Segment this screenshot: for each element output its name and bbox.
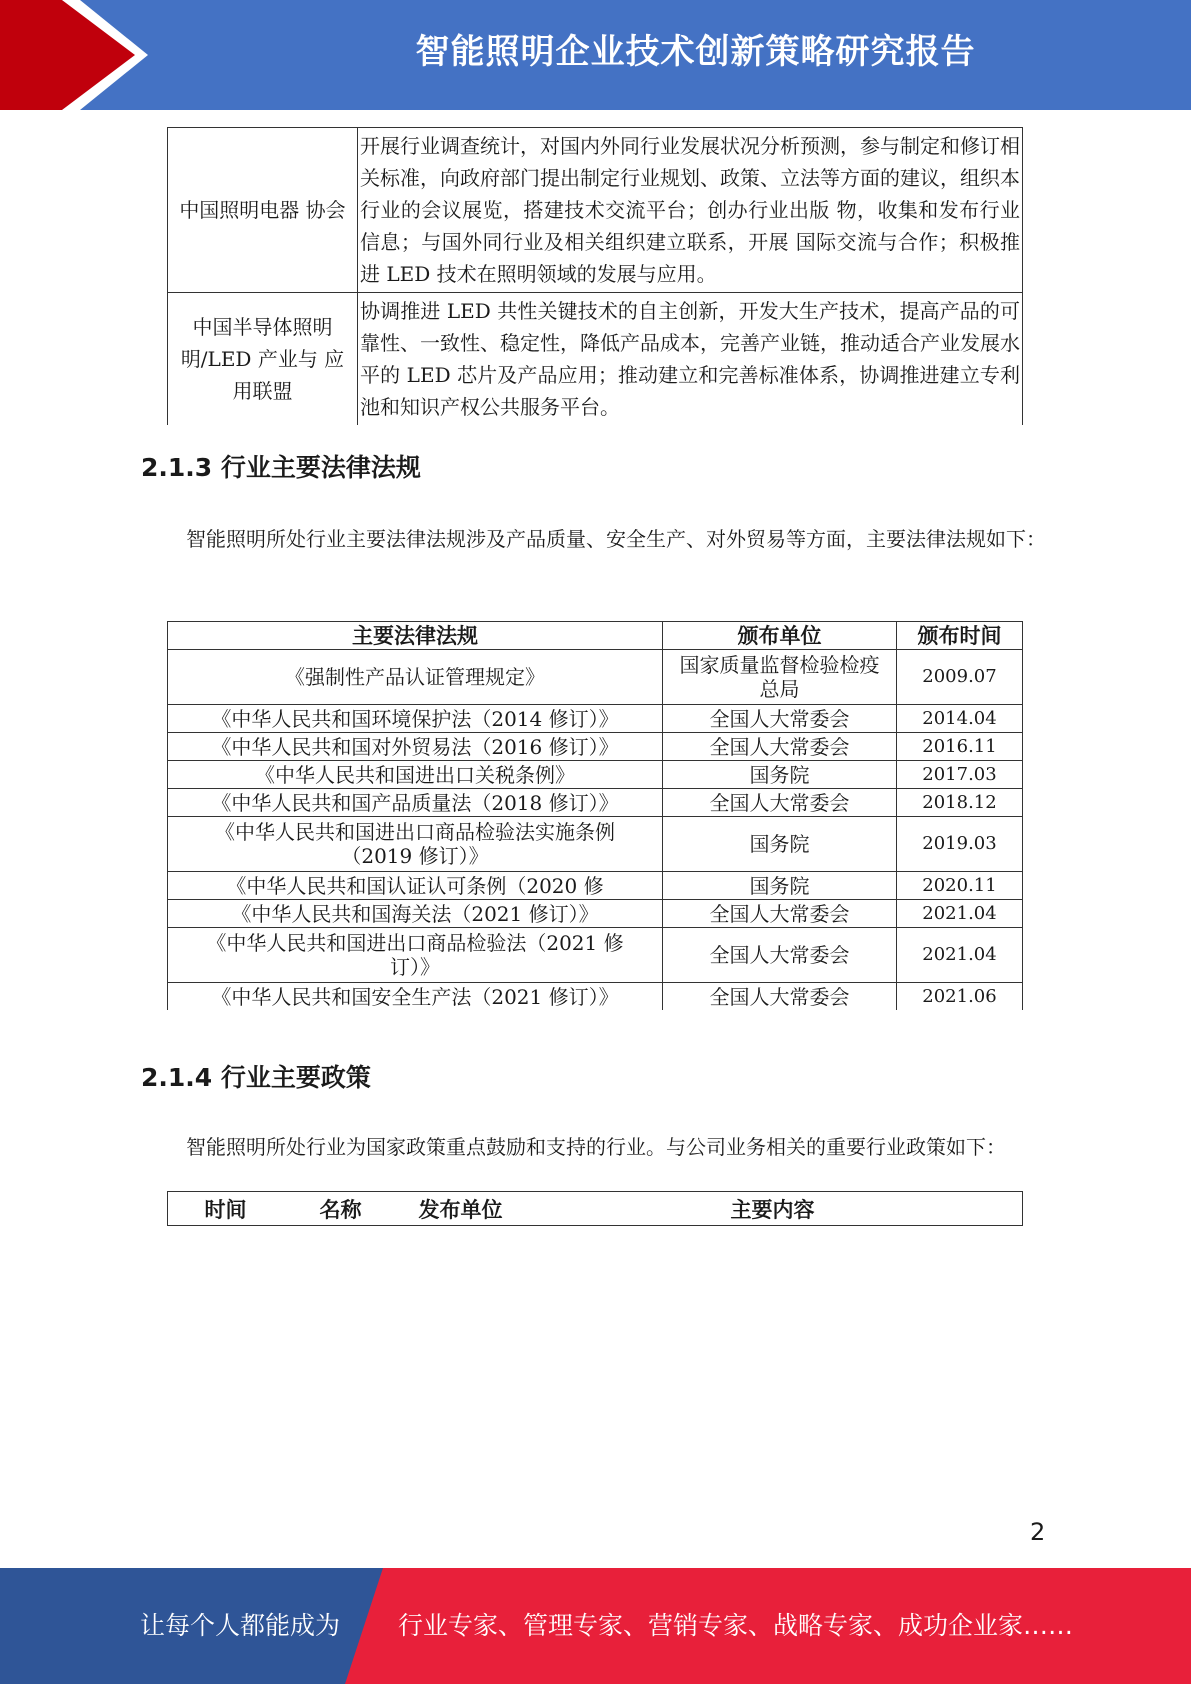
date-cell: 2019.03 [897, 817, 1023, 872]
table-row [168, 817, 1023, 872]
laws-intro-paragraph: 智能照明所处行业主要法律法规涉及产品质量、安全生产、对外贸易等方面，主要法律法规如下： [186, 527, 1046, 551]
column-header-time: 时间 [168, 1192, 284, 1226]
table-row [168, 128, 1023, 293]
column-header-law: 主要法律法规 [168, 622, 663, 650]
report-title: 智能照明企业技术创新策略研究报告 [415, 32, 976, 72]
issuer-cell: 国务院 [663, 817, 897, 872]
page-header [0, 0, 1191, 110]
table-row [168, 293, 1023, 426]
table-row [168, 983, 1023, 1011]
issuer-cell: 全国人大常委会 [663, 789, 897, 817]
table-row [168, 650, 1023, 705]
issuer-cell: 国务院 [663, 872, 897, 900]
law-name-cell: 《中华人民共和国海关法（2021 修订）》 [168, 900, 663, 928]
issuer-cell: 全国人大常委会 [663, 983, 897, 1011]
column-header-date: 颁布时间 [897, 622, 1023, 650]
law-name-cell: 《中华人民共和国进出口关税条例》 [168, 761, 663, 789]
date-cell: 2021.04 [897, 900, 1023, 928]
column-header-issuer: 发布单位 [398, 1192, 523, 1226]
table-header-row [168, 1192, 1023, 1226]
issuer-cell: 国务院 [663, 761, 897, 789]
laws-table [167, 621, 1023, 1010]
table-row [168, 928, 1023, 983]
policy-table [167, 1191, 1023, 1226]
header-arrow-shape [0, 0, 260, 110]
section-heading-policies: 2.1.4 行业主要政策 [141, 1063, 371, 1092]
column-header-issuer: 颁布单位 [663, 622, 897, 650]
law-name-cell: 《强制性产品认证管理规定》 [168, 650, 663, 705]
issuer-cell: 全国人大常委会 [663, 900, 897, 928]
table-row [168, 761, 1023, 789]
date-cell: 2021.06 [897, 983, 1023, 1011]
date-cell: 2009.07 [897, 650, 1023, 705]
law-name-cell: 《中华人民共和国认证认可条例（2020 修 [168, 872, 663, 900]
date-cell: 2016.11 [897, 733, 1023, 761]
page-number: 2 [1030, 1518, 1046, 1546]
table-row [168, 733, 1023, 761]
page-footer [0, 1568, 1191, 1684]
column-header-content: 主要内容 [523, 1192, 1023, 1226]
date-cell: 2018.12 [897, 789, 1023, 817]
law-name-cell: 《中华人民共和国进出口商品检验法（2021 修订）》 [168, 928, 663, 983]
policies-intro-paragraph: 智能照明所处行业为国家政策重点鼓励和支持的行业。与公司业务相关的重要行业政策如下： [186, 1135, 1006, 1159]
org-name-cell: 中国半导体照明 明/LED 产业与 应用联盟 [168, 293, 358, 426]
org-description-cell: 开展行业调查统计，对国内外同行业发展状况分析预测，参与制定和修订相关标准，向政府部门提出制定行业规划、政策、立法等方面的建议，组织本行业的会议展览，搭建技术交流平台；创办行业出版 物，收集和发布行业信息；与国外同行业及相关组织建立联系，开展 国际交流与合作；积极推进 LED 技术在照明领域的发展与应用。 [358, 128, 1023, 293]
issuer-cell: 国家质量监督检验检疫总局 [663, 650, 897, 705]
org-table [167, 127, 1023, 425]
law-name-cell: 《中华人民共和国对外贸易法（2016 修订）》 [168, 733, 663, 761]
org-name-cell: 中国照明电器 协会 [168, 128, 358, 293]
issuer-cell: 全国人大常委会 [663, 733, 897, 761]
column-header-name: 名称 [283, 1192, 398, 1226]
law-name-cell: 《中华人民共和国进出口商品检验法实施条例（2019 修订）》 [168, 817, 663, 872]
law-name-cell: 《中华人民共和国环境保护法（2014 修订）》 [168, 705, 663, 733]
table-row [168, 789, 1023, 817]
date-cell: 2014.04 [897, 705, 1023, 733]
table-header-row [168, 622, 1023, 650]
table-row [168, 900, 1023, 928]
footer-slogan-left: 让每个人都能成为 [140, 1611, 341, 1640]
date-cell: 2020.11 [897, 872, 1023, 900]
issuer-cell: 全国人大常委会 [663, 705, 897, 733]
org-description-cell: 协调推进 LED 共性关键技术的自主创新，开发大生产技术，提高产品的可靠性、一致性、稳定性，降低产品成本，完善产业链，推动适合产业发展水平的 LED 芯片及产品应用；推动建立和完善标准体系，协调推进建立专利池和知识产权公共服务平台。 [358, 293, 1023, 426]
section-heading-laws: 2.1.3 行业主要法律法规 [141, 453, 421, 482]
footer-slogan-right: 行业专家、管理专家、营销专家、战略专家、成功企业家…… [398, 1611, 1074, 1640]
table-row [168, 705, 1023, 733]
law-name-cell: 《中华人民共和国产品质量法（2018 修订）》 [168, 789, 663, 817]
table-row [168, 872, 1023, 900]
issuer-cell: 全国人大常委会 [663, 928, 897, 983]
date-cell: 2017.03 [897, 761, 1023, 789]
date-cell: 2021.04 [897, 928, 1023, 983]
law-name-cell: 《中华人民共和国安全生产法（2021 修订）》 [168, 983, 663, 1011]
